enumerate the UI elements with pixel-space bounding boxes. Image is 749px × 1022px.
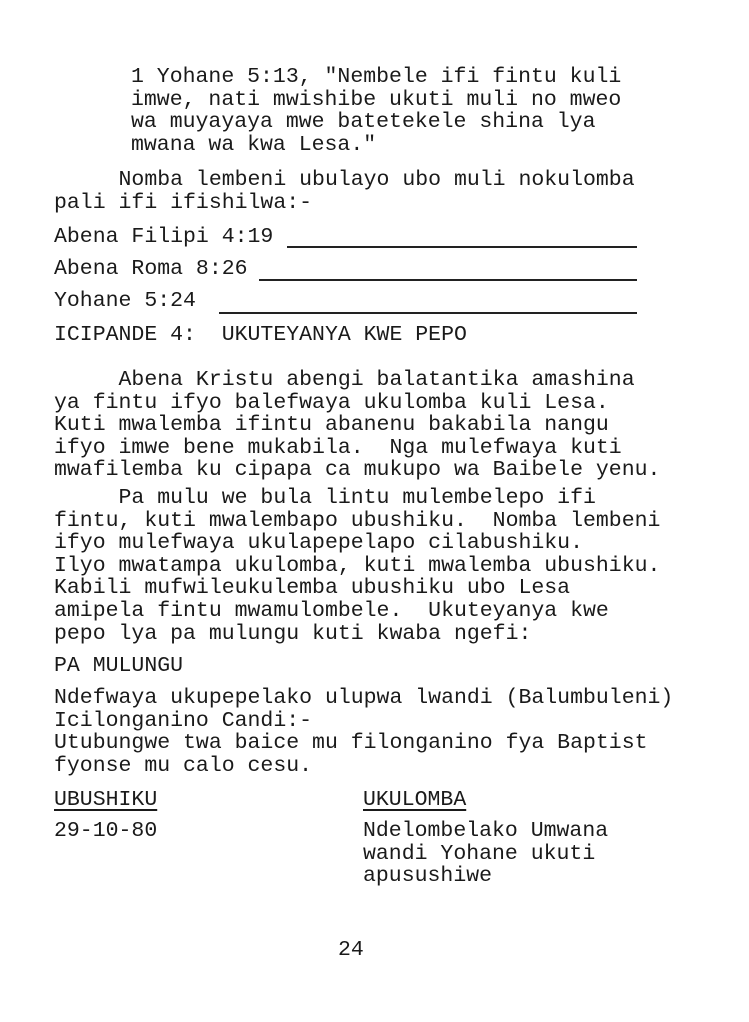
table-cell-date: 29-10-80: [54, 819, 158, 843]
paragraph-line: Ilyo mwatampa ukulomba, kuti mwalemba ubushiku.: [54, 553, 661, 578]
example-line: Ndefwaya ukupepelako ulupwa lwandi (Balumbuleni): [54, 686, 674, 710]
example-heading: PA MULUNGU: [54, 654, 184, 678]
paragraph-line: ya fintu ifyo balefwaya ukulomba kuli Lesa.: [54, 390, 609, 415]
answer-line[interactable]: [259, 279, 637, 281]
reference-label: Abena Roma 8:26: [54, 257, 248, 281]
example-line: fyonse mu calo cesu.: [54, 753, 313, 778]
quote-line: mwana wa kwa Lesa.": [131, 132, 377, 157]
scripture-quote: [131, 66, 621, 156]
paragraph-line: amipela fintu mwamulombele. Ukuteyanya kwe: [54, 598, 609, 623]
paragraph-line: Kuti mwalemba ifintu abanenu bakabila nangu: [54, 413, 609, 438]
intro-line: Nomba lembeni ubulayo ubo muli nokulomba: [54, 168, 635, 192]
intro-paragraph: [54, 169, 635, 214]
answer-line[interactable]: [287, 246, 637, 248]
request-line: apusushiwe: [363, 864, 493, 889]
quote-line: 1 Yohane 5:13, "Nembele ifi fintu kuli: [131, 65, 622, 89]
paragraph-line: Kabili mufwileukulemba ubushiku ubo Lesa: [54, 576, 571, 601]
example-line: Icilonganino Candi:-: [54, 708, 313, 733]
paragraph-line: mwafilemba ku cipapa ca mukupo wa Baibele yenu.: [54, 458, 661, 483]
request-line: Ndelombelako Umwana: [363, 819, 609, 843]
paragraph-1: [54, 369, 660, 482]
paragraph-2: [54, 487, 660, 645]
paragraph-line: Pa mulu we bula lintu mulembelepo ifi: [54, 486, 596, 510]
page-number: 24: [338, 938, 364, 962]
section-heading: ICIPANDE 4: UKUTEYANYA KWE PEPO: [54, 323, 467, 347]
quote-line: imwe, nati mwishibe ukuti muli no mweo: [131, 87, 622, 112]
paragraph-line: ifyo mulefwaya ukulapepelapo cilabushiku.: [54, 531, 583, 556]
paragraph-line: Abena Kristu abengi balatantika amashina: [54, 368, 635, 392]
paragraph-line: pepo lya pa mulungu kuti kwaba ngefi:: [54, 621, 532, 646]
intro-line: pali ifi ifishilwa:-: [54, 190, 313, 215]
paragraph-line: fintu, kuti mwalembapo ubushiku. Nomba lembeni: [54, 508, 661, 533]
paragraph-line: ifyo imwe bene mukabila. Nga mulefwaya kuti: [54, 435, 622, 460]
table-cell-request: [363, 820, 608, 888]
table-header-date: UBUSHIKU: [54, 788, 158, 812]
example-line: Utubungwe twa baice mu filonganino fya Baptist: [54, 731, 648, 756]
table-header-request: UKULOMBA: [363, 788, 467, 812]
quote-line: wa muyayaya mwe batetekele shina lya: [131, 110, 596, 135]
answer-line[interactable]: [219, 312, 637, 314]
reference-label: Abena Filipi 4:19: [54, 225, 274, 249]
request-line: wandi Yohane ukuti: [363, 841, 596, 866]
example-body: [54, 687, 673, 777]
reference-label: Yohane 5:24: [54, 289, 196, 313]
